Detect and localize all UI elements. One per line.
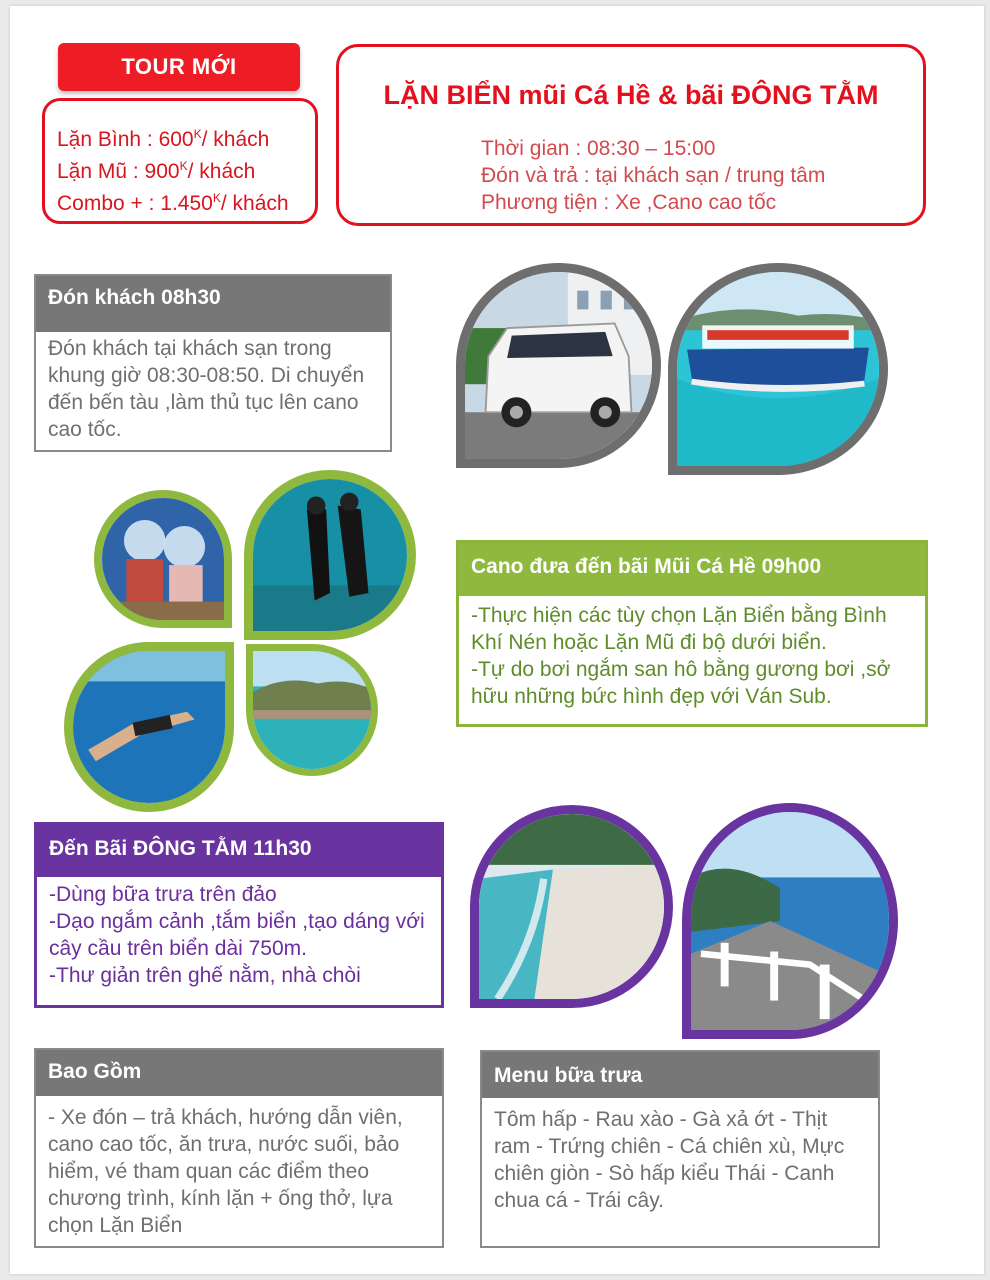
price-unit: K (193, 127, 202, 141)
tour-details (481, 135, 825, 216)
price-line-mu (57, 153, 315, 185)
section-included (34, 1048, 444, 1248)
section-pickup (34, 274, 392, 452)
section-cano-body (459, 596, 925, 710)
section-dong-tam-line1: -Dùng bữa trưa trên đảo (49, 883, 277, 906)
price-line-binh (57, 121, 315, 153)
photo-seaside-railing (682, 803, 898, 1039)
photo-island-bay (246, 644, 378, 776)
section-dong-tam-line2: -Dạo ngắm cảnh ,tắm biển ,tạo dáng với cây cầu trên biển dài 750m. (49, 910, 425, 960)
section-dong-tam-line3: -Thư giản trên ghế nằm, nhà chòi (49, 964, 361, 987)
section-dong-tam-title: Đến Bãi ĐÔNG TẰM 11h30 (37, 825, 441, 877)
tour-title-box (336, 44, 926, 226)
tour-flyer (10, 6, 984, 1274)
price-mu-amount: Lặn Mũ : 900 (57, 160, 180, 183)
price-unit: K (212, 191, 221, 205)
price-box (42, 98, 318, 224)
section-pickup-body: Đón khách tại khách sạn trong khung giờ 08:30-08:50. Di chuyển đến bến tàu ,làm thủ tục lên cano cao tốc. (48, 337, 365, 441)
section-menu-title: Menu bữa trưa (482, 1052, 878, 1098)
price-mu-suffix: / khách (187, 160, 256, 183)
tour-time: Thời gian : 08:30 – 15:00 (481, 137, 716, 160)
section-pickup-title: Đón khách 08h30 (36, 276, 390, 332)
tour-pickup: Đón và trả : tại khách sạn / trung tâm (481, 164, 826, 187)
section-cano-title: Cano đưa đến bãi Mũi Cá Hề 09h00 (459, 543, 925, 596)
section-cano (456, 540, 928, 727)
price-binh-suffix: / khách (201, 128, 270, 151)
photo-speedboat (668, 263, 888, 475)
price-combo-amount: Combo + : 1.450 (57, 192, 213, 215)
section-menu-body: Tôm hấp - Rau xào - Gà xả ớt - Thịt ram - Trứng chiên - Cá chiên xù, Mực chiên giòn - Sò hấp kiểu Thái - Canh chua cá - Trái cây. (494, 1108, 845, 1212)
photo-van (456, 263, 661, 468)
new-tour-badge: TOUR MỚI (58, 43, 300, 91)
section-cano-line1: -Thực hiện các tùy chọn Lặn Biển bằng Bình Khí Nén hoặc Lặn Mũ đi bộ dưới biển. (471, 604, 887, 654)
photo-beach (470, 805, 673, 1008)
price-combo-suffix: / khách (220, 192, 289, 215)
section-included-title: Bao Gồm (36, 1050, 442, 1096)
price-line-combo (57, 185, 315, 217)
photo-helmet-walk (94, 490, 232, 628)
tour-transport: Phương tiện : Xe ,Cano cao tốc (481, 191, 777, 214)
price-binh-amount: Lặn Bình : 600 (57, 128, 194, 151)
photo-scuba-divers (244, 470, 416, 640)
photo-snorkeling (64, 642, 234, 812)
section-dong-tam (34, 822, 444, 1008)
tour-title: LẶN BIỂN mũi Cá Hề & bãi ĐÔNG TẰM (383, 80, 879, 110)
price-unit: K (179, 159, 188, 173)
section-cano-line2: -Tự do bơi ngắm san hô bằng gương bơi ,sở hữu những bức hình đẹp với Ván Sub. (471, 658, 891, 708)
section-dong-tam-body (37, 877, 441, 989)
section-menu (480, 1050, 880, 1248)
section-included-body: - Xe đón – trả khách, hướng dẫn viên, cano cao tốc, ăn trưa, nước suối, bảo hiểm, vé tham quan các điểm theo chương trình, kính lặn + ống thở, lựa chọn Lặn Biển (48, 1106, 403, 1237)
